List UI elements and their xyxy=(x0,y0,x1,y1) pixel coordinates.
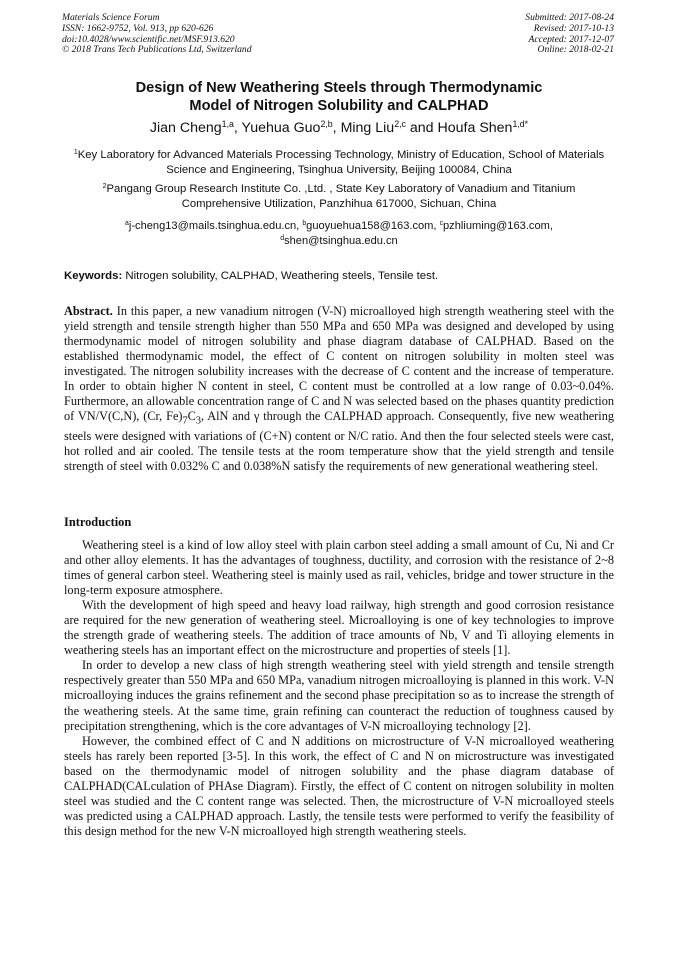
email-address: j-cheng13@mails.tsinghua.edu.cn xyxy=(128,220,297,232)
author-name: Houfa Shen xyxy=(437,120,513,136)
author-name: Yuehua Guo xyxy=(241,120,321,136)
journal-info xyxy=(62,13,252,56)
email-address: shen@tsinghua.edu.cn xyxy=(284,234,398,247)
keywords xyxy=(64,269,616,283)
author-affiliation-mark: 2,c xyxy=(394,119,406,130)
abstract-label: Abstract. xyxy=(64,304,113,318)
author-separator: and xyxy=(405,120,438,136)
date-accepted: Accepted: 2017-12-07 xyxy=(528,33,614,45)
author-list xyxy=(40,120,638,137)
email-mark: a xyxy=(125,220,129,228)
paragraph: In order to develop a new class of high strength weathering steel with yield strength and tensile strength respectively greater than 550 MPa and 650 MPa, vanadium nitrogen microalloying is planned in this work. V-N microalloying induces the grains refinement and the second phase precipitation so as to increase the strength of the weathering steels. At the same time, grain refining can counteract the reduction of toughness caused by precipitation strengthening, which is the core advantages of V-N microalloying technology [2]. xyxy=(64,658,614,733)
author-affiliation-mark: 1,d* xyxy=(512,119,529,130)
email-address: guoyuehua158@163.com xyxy=(306,220,434,232)
abstract: Abstract. In this paper, a new vanadium nitrogen (V-N) microalloyed high strength weathering steel with the yield strength and tensile strength higher than 550 MPa and 650 MPa was designed and developed by using thermodynamic model of nitrogen solubility and phase diagram database of CALPHAD. Based on the established thermodynamic model, the effect of C content on nitrogen solubility in molten steel was investigated. The nitrogen solubility increases with the decrease of C content and the increase of temperature. In order to obtain higher N content in steel, C content must be controlled at a low range of 0.03~0.04%. Furthermore, an allowable concentration range of C and N was selected based on the phases quantity prediction of VN/V(C,N), (Cr, $Fe)_7C_3$, AlN and γ through the CALPHAD approach. Consequently, five new weathering steels were designed with variations of (C+N) content or N/C ratio. And then the four selected steels were cast, hot rolled and air cooled. The tensile tests at the room temperature show that the yield strength and tensile strength of steel with 0.032% C and 0.038%N satisfy the requirements of new generational weathering steel. xyxy=(64,304,614,473)
author-name: Jian Cheng xyxy=(149,120,222,136)
date-revised: Revised: 2017-10-13 xyxy=(533,22,614,34)
author-name: Ming Liu xyxy=(340,120,395,136)
author-separator: , xyxy=(332,120,341,136)
keywords-text: Nitrogen solubility, CALPHAD, Weathering steels, Tensile test. xyxy=(122,270,439,282)
date-online: Online: 2018-02-21 xyxy=(537,44,614,56)
email-mark: c xyxy=(439,220,444,228)
journal-copyright: © 2018 Trans Tech Publications Ltd, Switzerland xyxy=(62,44,252,56)
paragraph: Weathering steel is a kind of low alloy steel with plain carbon steel adding a small amount of Cu, Ni and Cr and other alloy elements. It has the advantages of toughness, ductility, and corrosion with the resistance of 2~8 times of general carbon steel. Weathering steel is mainly used as rail, vehicles, bridge and tower structure in the long-term exposure atmosphere. xyxy=(64,538,614,598)
affiliation-1 xyxy=(62,148,616,178)
paper-title xyxy=(40,80,638,115)
section-heading-introduction: Introduction xyxy=(64,515,132,529)
keywords-label: Keywords: xyxy=(64,270,123,282)
date-submitted: Submitted: 2017-08-24 xyxy=(525,12,614,23)
affiliation-2 xyxy=(62,182,616,212)
journal-issn: ISSN: 1662-9752, Vol. 913, pp 620-626 xyxy=(62,22,214,34)
title-line-1: Design of New Weathering Steels through Thermodynamic xyxy=(135,80,543,96)
submission-dates xyxy=(525,13,614,56)
author-separator: , xyxy=(233,120,242,136)
email-mark: d xyxy=(280,235,285,243)
affiliation-text: Key Laboratory for Advanced Materials Processing Technology, Ministry of Education, School of Materials Science and Engineering, Tsinghua University, Beijing 100084, China xyxy=(77,149,605,176)
subscript: 7 xyxy=(182,415,188,427)
journal-name: Materials Science Forum xyxy=(62,12,160,23)
introduction-body xyxy=(64,538,614,839)
abstract-text: In this paper, a new vanadium nitrogen (V-N) microalloyed high strength weathering steel with the yield strength and tensile strength higher than 550 MPa and 650 MPa was designed and developed by using thermodynamic model of nitrogen solubility and phase diagram database of CALPHAD. Based on the established thermodynamic model, the effect of C content on nitrogen solubility in molten steel was investigated. The nitrogen solubility increases with the decrease of C content and the increase of temperature. In order to obtain higher N content in steel, C content must be controlled at a low range of 0.03~0.04%. Furthermore, an allowable concentration range of C and N was selected based on the phases quantity prediction of VN/V(C,N), (Cr, Fe) xyxy=(64,304,614,424)
journal-doi: doi:10.4028/www.scientific.net/MSF.913.620 xyxy=(62,33,235,45)
paragraph: With the development of high speed and heavy load railway, high strength and good corrosion resistance are required for the new generation of weathering steel. Microalloying is one of key technologies to improve the strength grade of weathering steels. The addition of trace amounts of Nb, V and Ti alloying elements in weathering steels has an important effect on the microstructure and properties of steels [1]. xyxy=(64,598,614,658)
email-address: pzhliuming@163.com xyxy=(443,220,550,232)
subscript: 3 xyxy=(195,415,201,427)
affiliation-text: Pangang Group Research Institute Co. ,Ltd. , State Key Laboratory of Vanadium and Titanium Comprehensive Utilization, Panzhihua 617000, Sichuan, China xyxy=(106,183,576,210)
author-emails: $^a$j-cheng13@mails.tsinghua.edu.cn, $^b$guoyuehua158@163.com, $^c$pzhliuming@163.com, $^d$shen@tsinghua.edu.cn xyxy=(125,220,553,247)
affiliation-mark: 2 xyxy=(102,183,107,191)
email-mark: b xyxy=(302,220,307,228)
author-affiliation-mark: 2,b xyxy=(320,119,333,130)
title-line-2: Model of Nitrogen Solubility and CALPHAD xyxy=(189,97,489,114)
paragraph: However, the combined effect of C and N additions on microstructure of V-N microalloyed weathering steels has rarely been reported [3-5]. In this work, the effect of C and N on microstructure was investigated based on the thermodynamic model of nitrogen solubility and the phase diagram database of CALPHAD(CALculation of PHAse Diagram). Firstly, the effect of C content on nitrogen solubility in molten steel was studied and the C content range was selected. Then, the microstructure of V-N microalloyed steels was predicted using a CALPHAD approach. Lastly, the tensile tests were performed to verify the feasibility of this design method for the new V-N microalloyed high strength weathering steels. xyxy=(64,733,614,838)
author-affiliation-mark: 1,a xyxy=(221,119,234,130)
affiliation-mark: 1 xyxy=(73,149,78,157)
